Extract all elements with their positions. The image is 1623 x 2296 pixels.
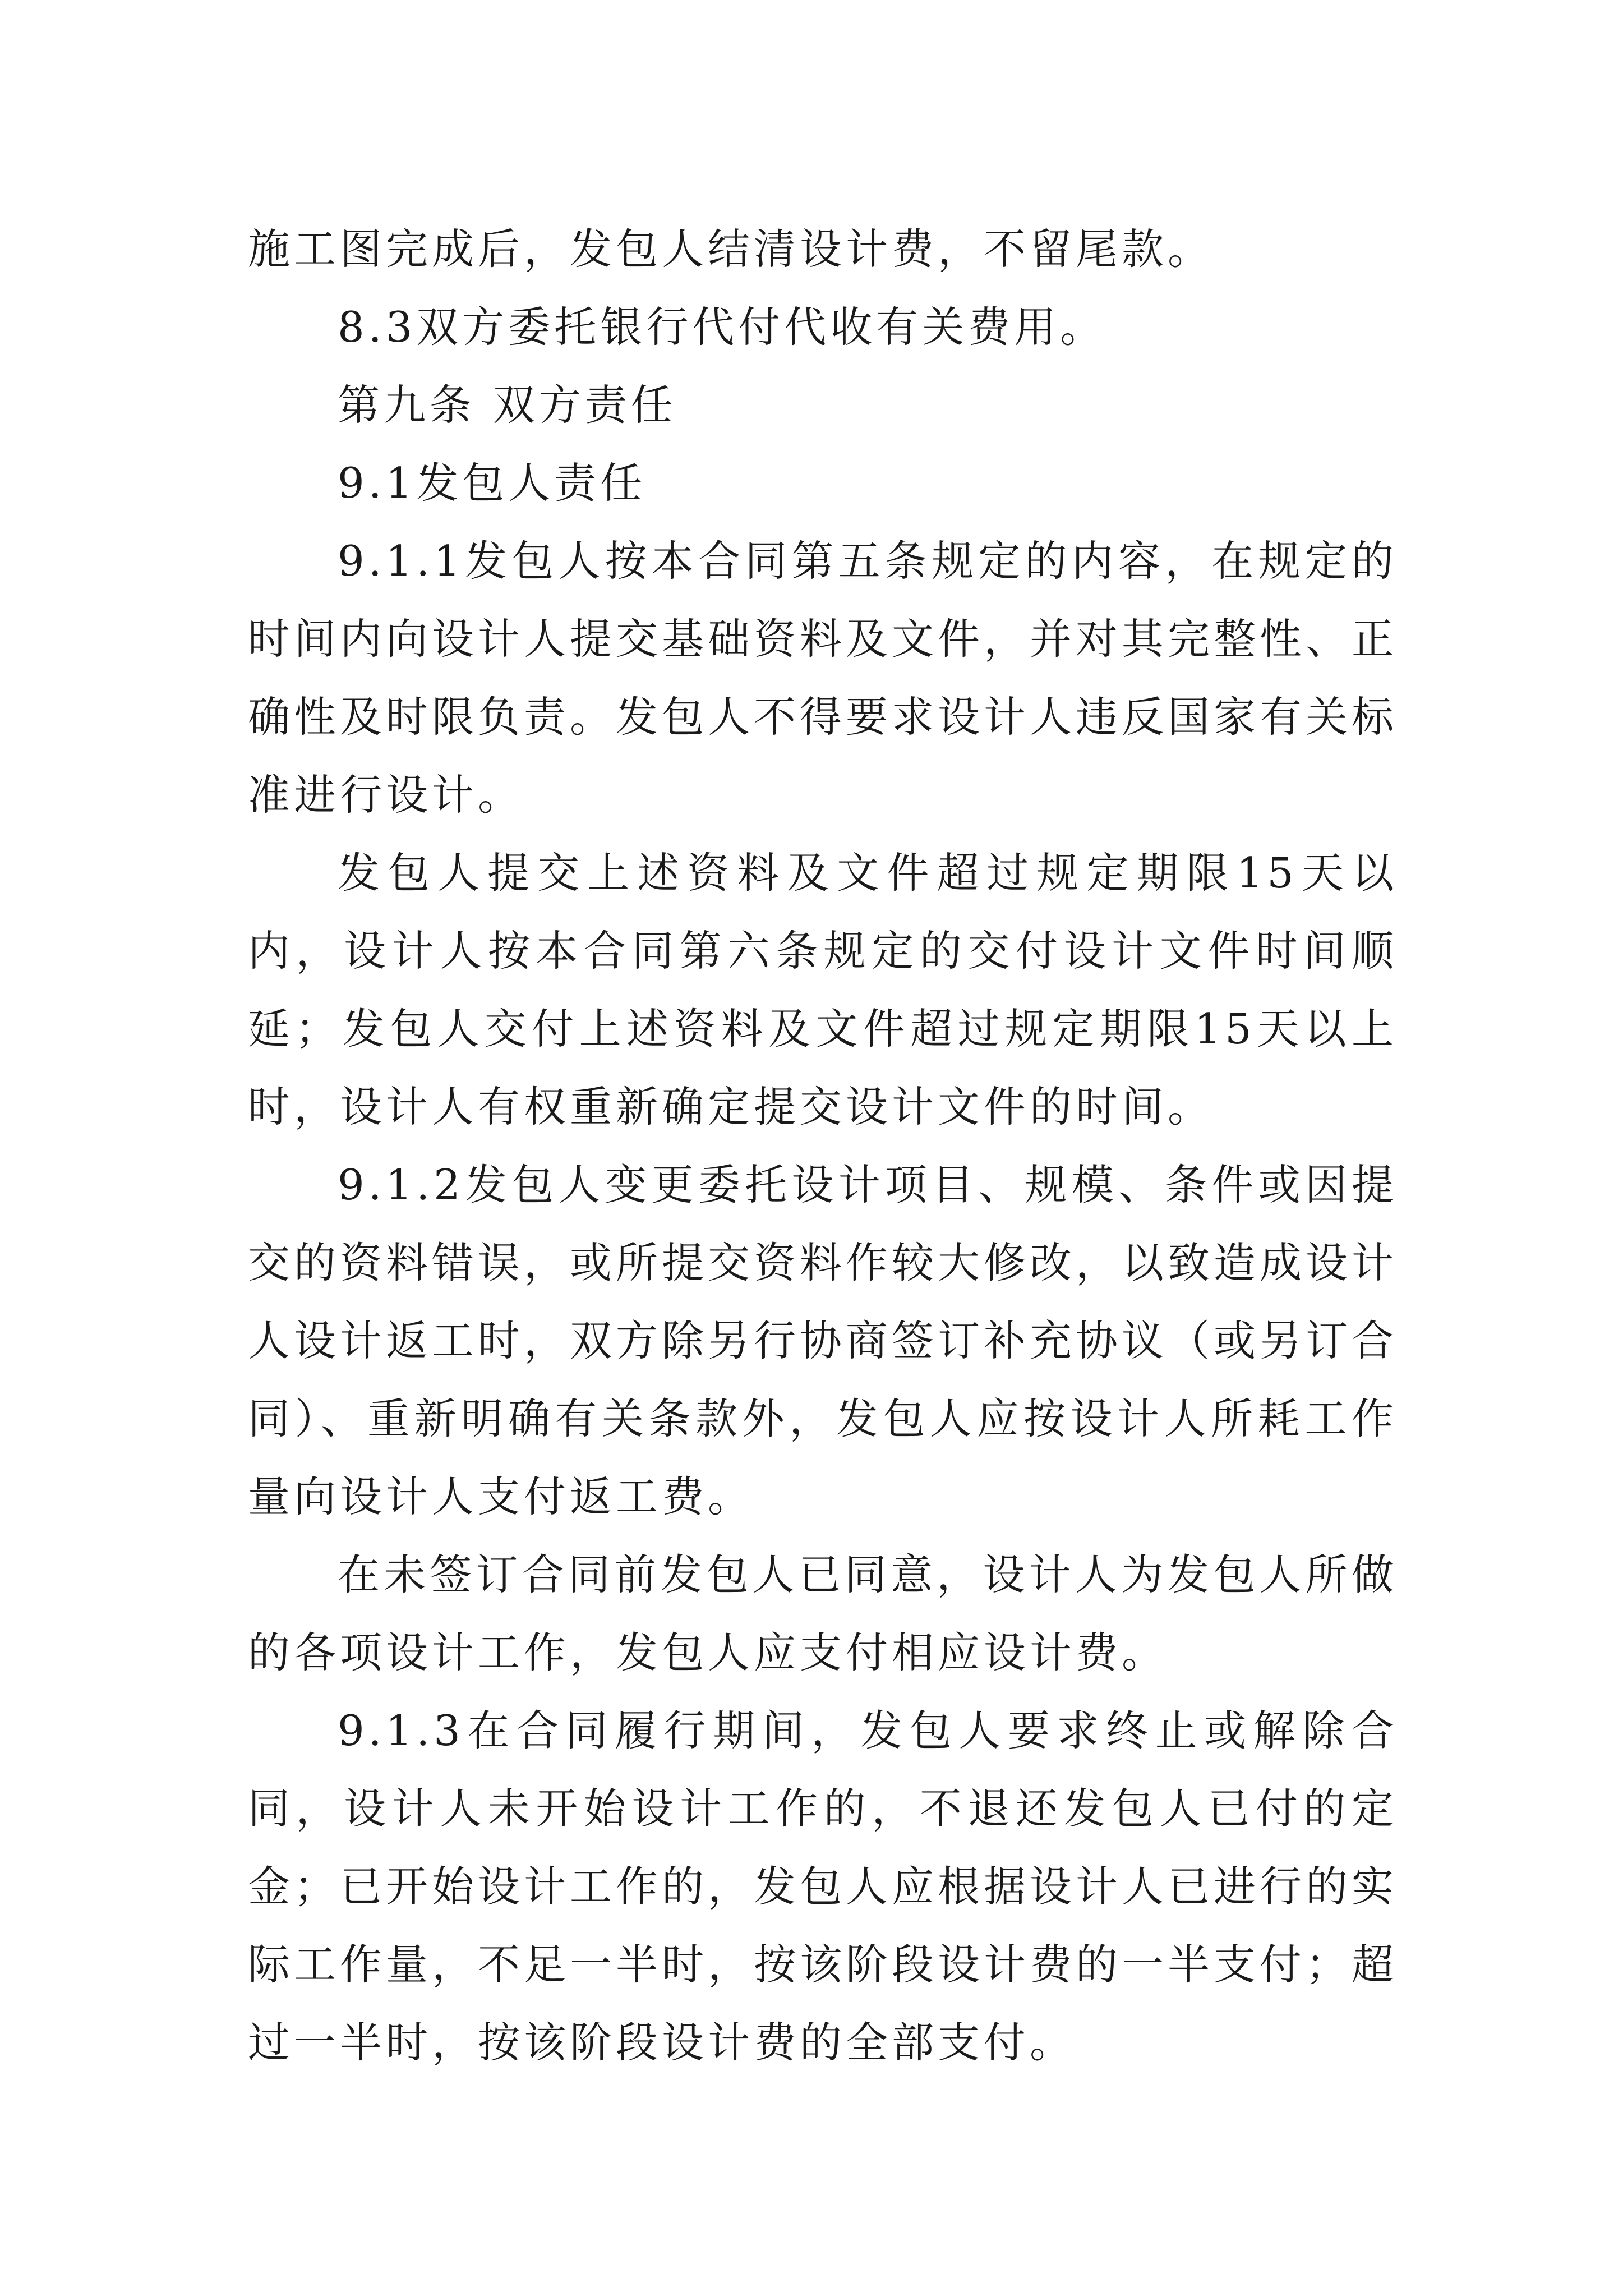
subsection-heading-9-1: 9.1发包人责任	[338, 458, 647, 508]
paragraph-9-1-1-cont: 发包人提交上述资料及文件超过规定期限15天以内，设计人按本合同第六条规定的交付设计文件时间顺延；发包人交付上述资料及文件超过规定期限15天以上时，设计人有权重新确定提交设计文件的时间。	[248, 848, 1398, 1131]
paragraph-9-1-2: 9.1.2发包人变更委托设计项目、规模、条件或因提交的资料错误，或所提交资料作较大修改，以致造成设计人设计返工时，双方除另行协商签订补充协议（或另订合同）、重新明确有关条款外，发包人应按设计人所耗工作量向设计人支付返工费。	[248, 1160, 1398, 1521]
paragraph-9-1-1: 9.1.1发包人按本合同第五条规定的内容，在规定的时间内向设计人提交基础资料及文件，并对其完整性、正确性及时限负责。发包人不得要求设计人违反国家有关标准进行设计。	[248, 536, 1398, 820]
paragraph-9-1-2-cont: 在未签订合同前发包人已同意，设计人为发包人所做的各项设计工作，发包人应支付相应设计费。	[248, 1550, 1398, 1677]
paragraph-2: 8.3双方委托银行代付代收有关费用。	[338, 302, 1106, 352]
document-body	[248, 210, 1398, 2082]
section-heading-article-9: 第九条 双方责任	[338, 380, 677, 430]
paragraph-1: 施工图完成后，发包人结清设计费，不留尾款。	[248, 224, 1214, 274]
paragraph-9-1-3: 9.1.3在合同履行期间，发包人要求终止或解除合同，设计人未开始设计工作的，不退还发包人已付的定金；已开始设计工作的，发包人应根据设计人已进行的实际工作量，不足一半时，按该阶段设计费的一半支付；超过一半时，按该阶段设计费的全部支付。	[248, 1706, 1398, 2067]
